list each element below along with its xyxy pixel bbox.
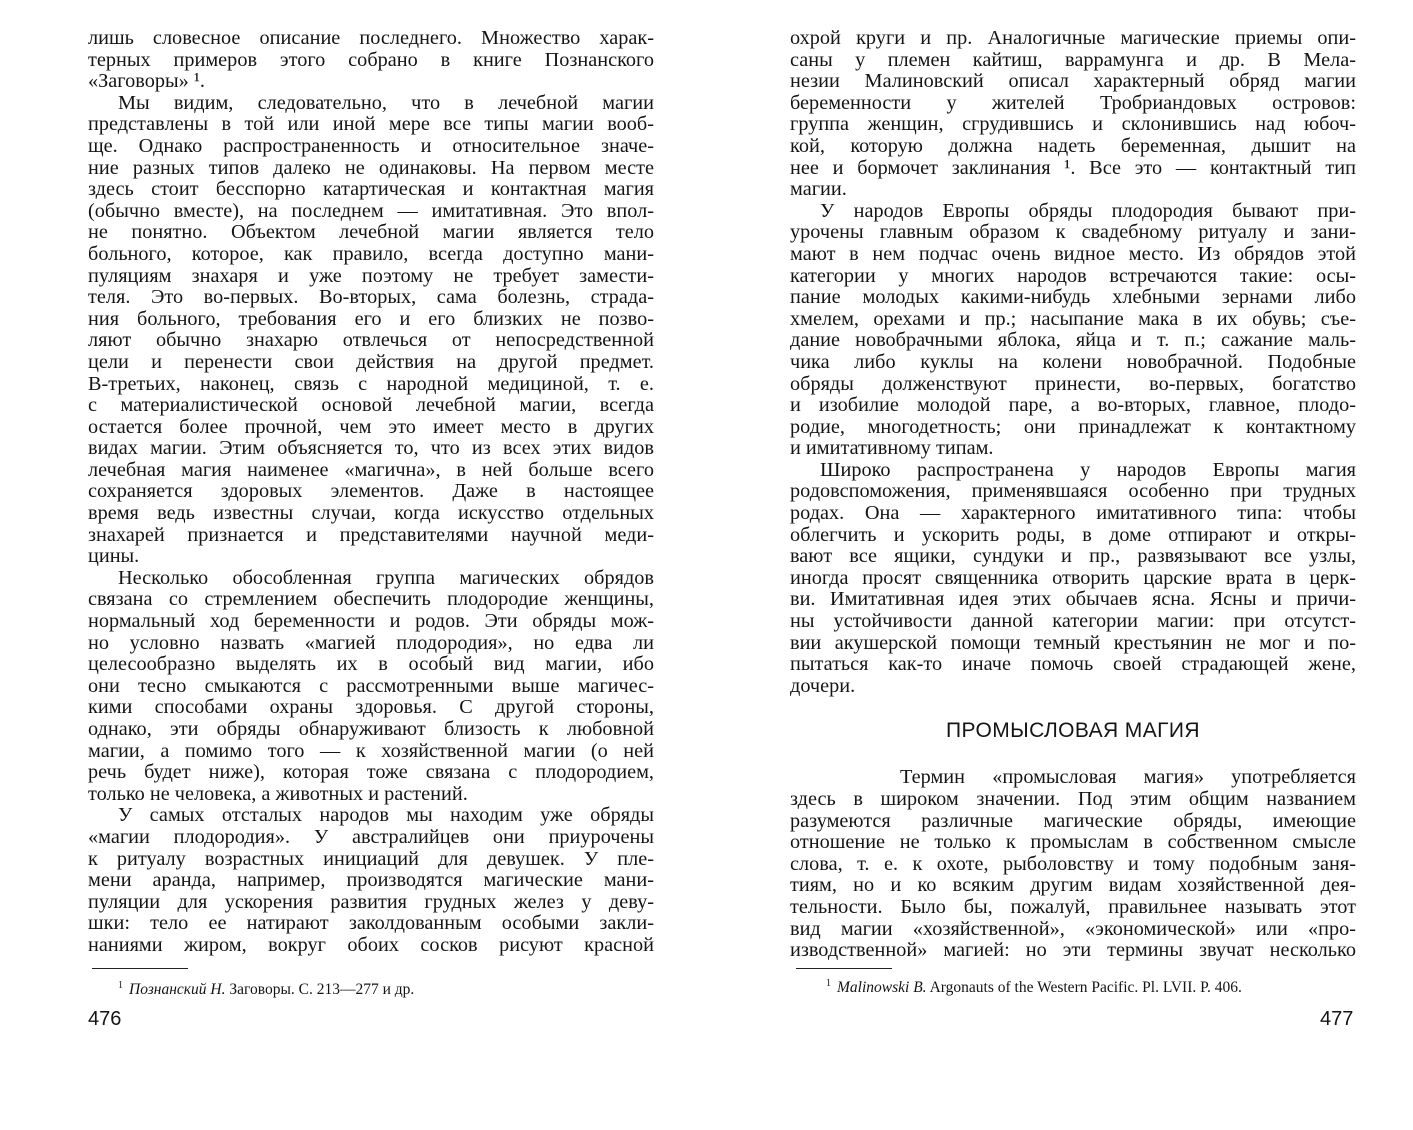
text-line: целесообразно выделять их в особый вид магии, ибо [88,653,654,676]
footnote-mark: 1 [118,980,123,991]
text-line: категории у многих народов встречаются такие: осы- [790,264,1356,287]
text-line: вии акушерской помощи темный крестьянин не мог и по- [790,631,1356,654]
text-line: У самых отсталых народов мы находим уже обряды [118,804,654,827]
text-line: лишь словесное описание последнего. Множество харак- [88,27,654,49]
text-line: они тесно смыкаются с рассмотренными выше магичес- [88,674,654,697]
section-heading: ПРОМЫСЛОВАЯ МАГИЯ [946,719,1200,743]
text-line: нормальный ход беременности и родов. Эти обряды мож- [88,610,654,633]
text-line: нее и бормочет заклинания ¹. Все это — контактный тип [790,156,1356,179]
text-line: беременности у жителей Тробриандовых островов: [790,91,1356,114]
text-line: наниями жиром, вокруг обоих сосков рисуют красной [88,933,654,956]
footnote-author: Malinowski B. [837,979,927,997]
text-line: пуляции для ускорения развития грудных желез у деву- [88,890,654,913]
text-line: больного, которое, как правило, всегда доступно мани- [88,242,654,265]
text-line: чика либо куклы на колени новобрачной. Подобные [790,350,1356,373]
text-line: родовспоможения, применявшаяся особенно при трудных [790,480,1356,503]
text-line: отношение не только к промыслам в собственном смысле [790,831,1356,854]
text-line: «магии плодородия». У австралийцев они приурочены [88,825,654,848]
footnote-author: Познанский Н. [129,981,226,999]
text-line: не понятно. Объектом лечебной магии является тело [88,221,654,244]
text-line: пытаться как-то иначе помочь своей страдающей жене, [790,653,1356,676]
text-line: У народов Европы обряды плодородия бывают при- [820,199,1356,222]
text-line: знахарей признается и представителями научной меди- [88,523,654,546]
text-line: магии, а помимо того — к хозяйственной магии (о ней [88,739,654,762]
text-line: остается более прочной, чем это имеет место в других [88,415,654,438]
text-line: сохраняется здоровых элементов. Даже в настоящее [88,480,654,503]
text-line: цели и перенести свои действия на другой предмет. [88,350,654,373]
footnote-text: Заговоры. С. 213—277 и др. [229,981,415,999]
text-line: саны у племен кайтиш, варрамунга и др. В Мела- [790,48,1356,71]
text-line: ще. Однако распространенность и относительное значе- [88,134,654,157]
text-line: слова, т. е. к охоте, рыболовству и тому подобным заня- [790,852,1356,875]
text-line: к ритуалу возрастных инициаций для девушек. У пле- [88,847,654,870]
right-page-body-bottom [790,767,1356,961]
text-line: урочены главным образом к свадебному ритуалу и зани- [790,221,1356,244]
text-line: лечебная магия наименее «магична», в ней больше всего [88,458,654,481]
text-line: вают все ящики, сундуки и пр., развязывают все узлы, [790,545,1356,568]
text-line: В-третьих, наконец, связь с народной медициной, т. е. [88,372,654,395]
text-line: (обычно вместе), на последнем — имитативная. Это впол- [88,199,654,222]
text-line: родах. Она — характерного имитативного типа: чтобы [790,502,1356,525]
text-line: пание молодых какими-нибудь хлебными зернами либо [790,286,1356,309]
right-footnote-rule [796,968,892,969]
text-line: тельности. Было бы, пожалуй, правильнее называть этот [790,895,1356,918]
text-line: мени аранда, например, производятся магические мани- [88,869,654,892]
text-line: вид магии «хозяйственной», «экономической» или «про- [790,917,1356,940]
footnote-text: Argonauts of the Western Pacific. Pl. LVII. P. 406. [929,979,1242,997]
text-line: ляют обычно знахарю отвлечься от непосредственной [88,329,654,352]
text-line: здесь в широком значении. Под этим общим названием [790,788,1356,810]
text-line: только не человека, а животных и растений. [88,782,468,805]
text-line: обряды долженствуют принести, во-первых, богатство [790,372,1356,395]
right-page-number: 477 [1320,1008,1354,1030]
text-line: Широко распространена у народов Европы магия [820,458,1356,481]
text-line: и имитативному типам. [790,437,994,460]
text-line: охрой круги и пр. Аналогичные магические приемы опи- [790,27,1356,49]
text-line: терных примеров этого собрано в книге Познанского [88,48,654,71]
left-footnote-rule [92,968,188,969]
text-line: облегчить и ускорить роды, в доме отпирают и откры- [790,523,1356,546]
left-footnote [118,977,414,999]
text-line: незии Малиновский описал характерный обряд магии [790,70,1356,93]
right-footnote [826,975,1242,997]
text-line: однако, эти обряды обнаруживают близость к любовной [88,718,654,740]
footnote-mark: 1 [826,978,831,989]
text-line: здесь стоит бесспорно катартическая и контактная магия [88,178,654,201]
text-line: Термин «промысловая магия» употребляется [900,766,1356,789]
text-line: представлены в той или иной мере все типы магии вооб- [88,113,654,136]
text-line: ние разных типов далеко не одинаковы. На первом месте [88,156,654,179]
right-page [790,28,1356,962]
text-line: пуляциям знахаря и уже поэтому не требует замести- [88,264,654,287]
left-page-body [88,28,654,957]
text-line: но условно назвать «магией плодородия», но едва ли [88,631,654,654]
text-line: магии. [790,178,847,201]
text-line: Несколько обособленная группа магических обрядов [118,566,654,589]
text-line: цины. [88,545,140,568]
text-line: родие, многодетность; они принадлежат к контактному [790,415,1356,438]
text-line: «Заговоры» ¹. [88,70,205,93]
left-page-number: 476 [88,1008,122,1030]
text-line: связана со стремлением обеспечить плодородие женщины, [88,588,654,611]
text-line: дание новобрачными яблока, яйца и т. п.; сажание маль- [790,329,1356,352]
text-line: кой, которую должна надеть беременная, дышит на [790,134,1356,157]
text-line: хмелем, орехами и пр.; насыпание мака в их обувь; съе- [790,307,1356,330]
left-page [88,28,654,957]
text-line: с материалистической основой лечебной магии, всегда [88,394,654,417]
text-line: время ведь известны случаи, когда искусство отдельных [88,502,654,525]
text-line: речь будет ниже), которая тоже связана с плодородием, [88,761,654,784]
text-line: ны устойчивости данной категории магии: при отсутст- [790,610,1356,633]
text-line: разумеются различные магические обряды, имеющие [790,809,1356,832]
text-line: кими способами охраны здоровья. С другой стороны, [88,696,654,719]
text-line: группа женщин, сгрудившись и склонившись над юбоч- [790,113,1356,136]
text-line: изводственной» магией: но эти термины звучат несколько [790,939,1356,962]
text-line: иногда просят священника отворить царские врата в церк- [790,566,1356,589]
text-line: шки: тело ее натирают заколдованным особыми закли- [88,912,654,935]
text-line: видах магии. Этим объясняется то, что из всех этих видов [88,437,654,460]
text-line: Мы видим, следовательно, что в лечебной магии [118,91,654,114]
text-line: тиям, но и ко всяким другим видам хозяйственной дея- [790,874,1356,897]
text-line: мают в нем подчас очень видное место. Из обрядов этой [790,242,1356,265]
text-line: и изобилие молодой паре, а во-вторых, главное, плодо- [790,394,1356,417]
text-line: дочери. [790,674,856,697]
text-line: теля. Это во-первых. Во-вторых, сама болезнь, страда- [88,286,654,309]
text-line: ния больного, требования его и его близких не позво- [88,307,654,330]
text-line: ви. Имитативная идея этих обычаев ясна. Ясны и причи- [790,588,1356,611]
right-page-body-top [790,28,1356,697]
